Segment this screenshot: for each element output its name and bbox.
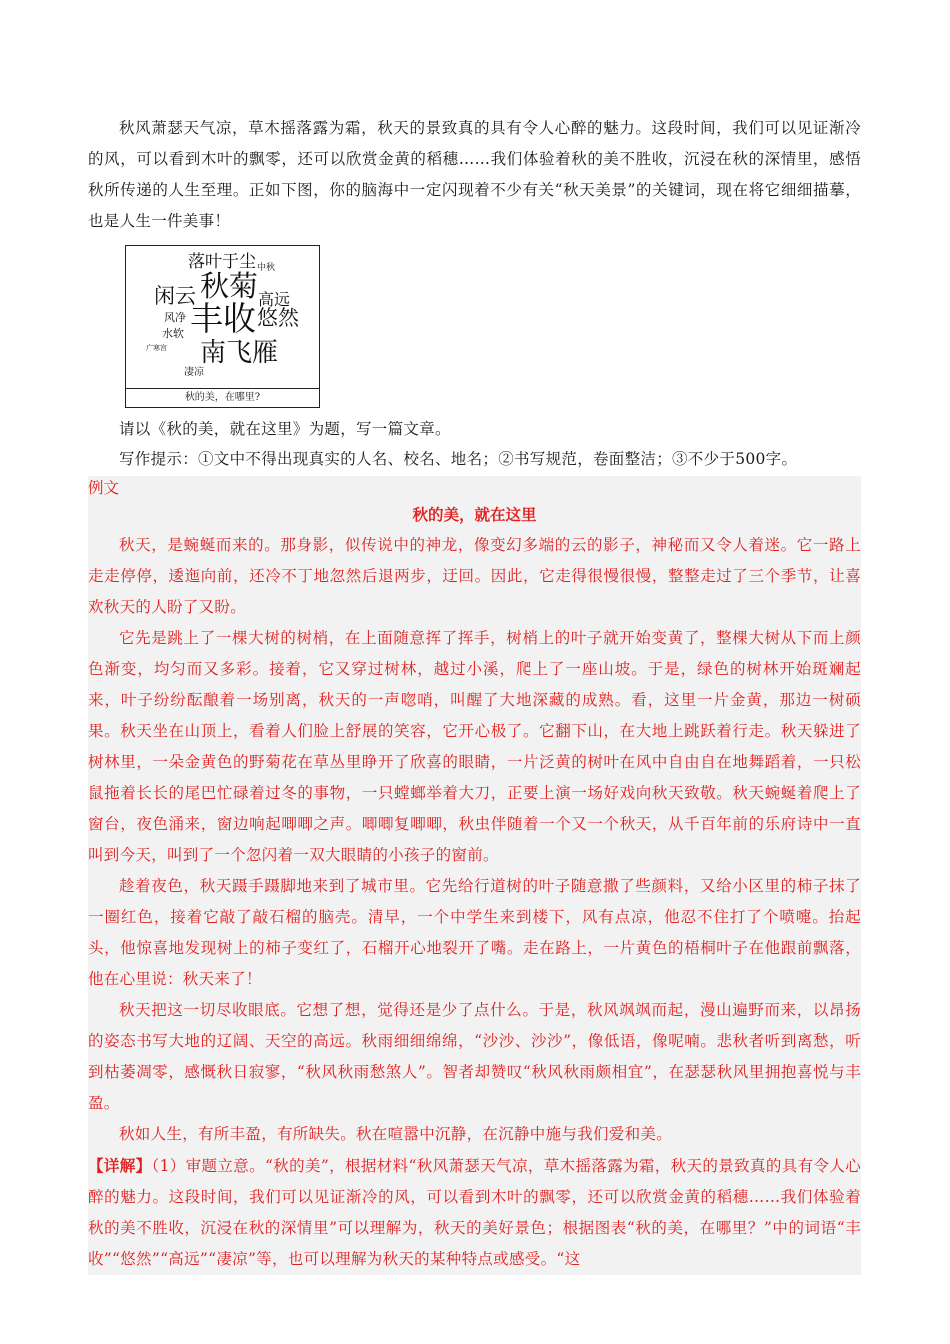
essay-paragraph: 秋天把这一切尽收眼底。它想了想，觉得还是少了点什么。于是，秋风飒飒而起，漫山遍野而来，以昂扬的姿态书写大地的辽阔、天空的高远。秋雨细细绵绵，“沙沙、沙沙”，像低语，像呢喃。悲秋者听到离愁，听到枯萎凋零，感慨秋日寂寥，“秋风秋雨愁煞人”。智者却赞叹“秋风秋雨颇相宜”，在瑟瑟秋风里拥抱喜悦与丰盈。 <box>88 1001 861 1112</box>
cloud-word: 丰收 <box>190 299 256 338</box>
cloud-word: 中秋 <box>257 263 276 273</box>
cloud-word: 落叶于尘 <box>188 252 256 272</box>
cloud-word: 秋菊 <box>200 269 259 303</box>
cloud-word: 高远 <box>258 290 291 309</box>
cloud-word: 广寒宫 <box>146 344 167 352</box>
sample-essay-section <box>88 476 861 1275</box>
writing-tips: 写作提示：①文中不得出现真实的人名、校名、地名；②书写规范，卷面整洁；③不少于500字。 <box>119 450 798 468</box>
cloud-word: 南飞雁 <box>200 338 279 368</box>
essay-paragraph: 它先是跳上了一棵大树的树梢，在上面随意挥了挥手，树梢上的叶子就开始变黄了，整棵大树从下而上颜色渐变，均匀而又多彩。接着，它又穿过树林，越过小溪，爬上了一座山坡。于是，绿色的树林开始斑斓起来，叶子纷纷酝酿着一场别离，秋天的一声唿哨，叫醒了大地深藏的成熟。看，这里一片金黄，那边一树硕果。秋天坐在山顶上，看着人们脸上舒展的笑容，它开心极了。它翻下山，在大地上跳跃着行走。秋天躲进了树林里，一朵金黄色的野菊花在草丛里睁开了欣喜的眼睛，一片泛黄的树叶在风中自由自在地舞蹈着，一只松鼠拖着长长的尾巴忙碌着过冬的事物，一只螳螂举着大刀，正要上演一场好戏向秋天致敬。秋天蜿蜒着爬上了窗台，夜色涌来，窗边响起唧唧之声。唧唧复唧唧，秋虫伴随着一个又一个秋天，从千百年前的乐府诗中一直叫到今天，叫到了一个忽闪着一双大眼睛的小孩子的窗前。 <box>88 629 861 864</box>
word-cloud <box>126 246 319 388</box>
intro-paragraph: 秋风萧瑟天气凉，草木摇落露为霜，秋天的景致真的具有令人心醉的魅力。这段时间，我们可以见证渐冷的风，可以看到木叶的飘零，还可以欣赏金黄的稻穗……我们体验着秋的美不胜收，沉浸在秋的深情里，感悟秋所传递的人生至理。正如下图，你的脑海中一定闪现着不少有关“秋天美景”的关键词，现在将它细细描摹，也是人生一件美事！ <box>88 119 861 230</box>
essay-title: 秋的美，就在这里 <box>412 505 537 524</box>
writing-task: 请以《秋的美，就在这里》为题，写一篇文章。 <box>119 420 451 438</box>
essay-paragraph: 秋天，是蜿蜒而来的。那身影，似传说中的神龙，像变幻多端的云的影子，神秘而又令人着迷。它一路上走走停停，逶迤向前，还冷不丁地忽然后退两步，迂回。因此，它走得很慢很慢，整整走过了三个季节，让喜欢秋天的人盼了又盼。 <box>88 536 861 616</box>
essay-paragraph: 趁着夜色，秋天蹑手蹑脚地来到了城市里。它先给行道树的叶子随意撒了些颜料，又给小区里的柿子抹了一圈红色，接着它敲了敲石榴的脑壳。清早，一个中学生来到楼下，风有点凉，他忍不住打了个喷嚏。抬起头，他惊喜地发现树上的柿子变红了，石榴开心地裂开了嘴。走在路上，一片黄色的梧桐叶子在他跟前飘落，他在心里说：秋天来了！ <box>88 877 861 988</box>
cloud-word: 闲云 <box>154 284 196 308</box>
detail-explanation <box>88 1150 861 1275</box>
cloud-word: 水软 <box>162 327 184 340</box>
essay-paragraph: 秋如人生，有所丰盈，有所缺失。秋在喧嚣中沉静，在沉静中施与我们爱和美。 <box>119 1125 673 1143</box>
cloud-word: 悠然 <box>257 306 299 330</box>
detail-text: （1）审题立意。“秋的美”，根据材料“秋风萧瑟天气凉，草木摇落露为霜，秋天的景致真的具有令人心醉的魅力。这段时间，我们可以见证渐冷的风，可以看到木叶的飘零，还可以欣赏金黄的稻穗……我们体验着秋的美不胜收，沉浸在秋的深情里”可以理解为，秋天的美好景色；根据图表“秋的美，在哪里？”中的词语“丰收”“悠然”“高远”“凄凉”等，也可以理解为秋天的某种特点或感受。“这 <box>88 1157 861 1268</box>
detail-tag: 【详解】 <box>88 1156 152 1175</box>
cloud-word: 风净 <box>164 311 186 324</box>
example-label: 例文 <box>88 479 120 497</box>
word-cloud-figure <box>125 245 320 408</box>
cloud-word: 凄凉 <box>184 367 204 378</box>
document-page <box>88 113 861 1275</box>
figure-caption: 秋的美，在哪里? <box>126 388 319 407</box>
